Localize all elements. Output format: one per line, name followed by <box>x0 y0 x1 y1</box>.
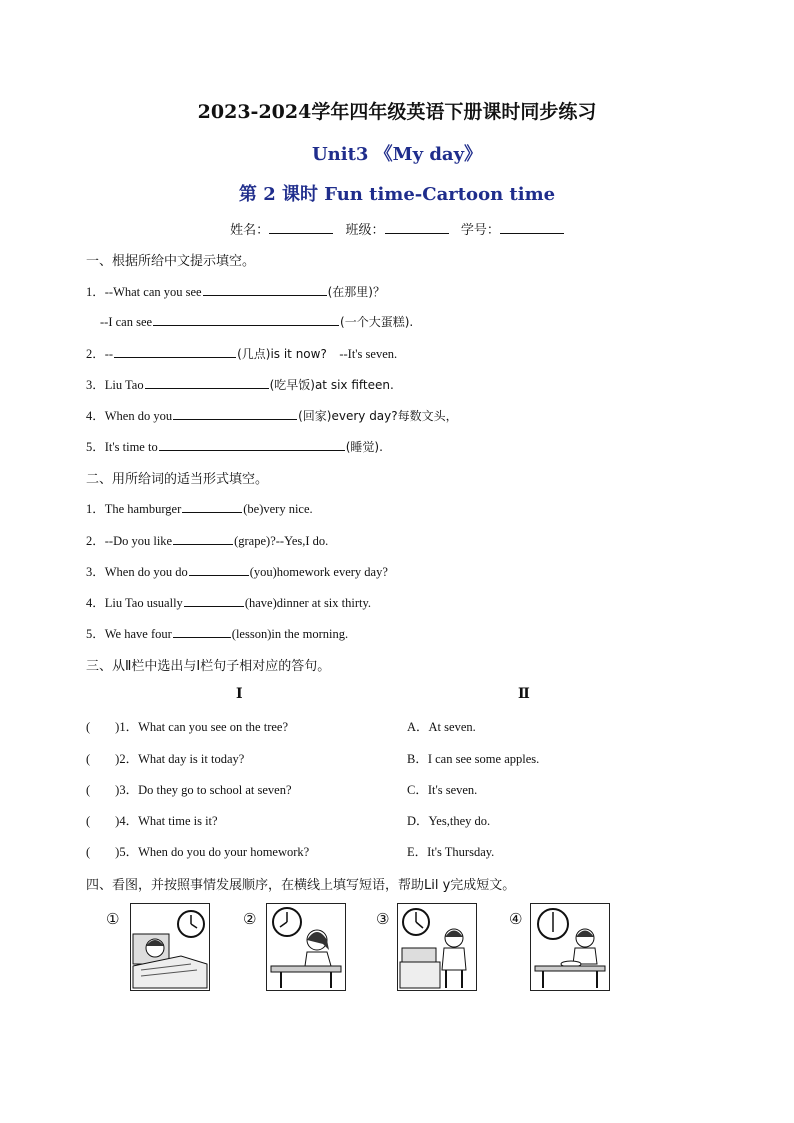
s1-item-4: 4．When do you (回家)every day?每数文头， <box>86 409 458 423</box>
answer-blank[interactable] <box>173 532 233 545</box>
answer-blank[interactable] <box>145 376 269 389</box>
answer-paren[interactable]: ( ) <box>86 783 120 797</box>
answer-paren[interactable]: ( ) <box>86 720 120 734</box>
picture-number: ③ <box>376 910 390 928</box>
s1-item-2: 2．-- (几点)is it now? --It's seven. <box>86 347 398 361</box>
page-title: 2023-2024学年四年级英语下册课时同步练习 <box>197 101 597 123</box>
match-row: ( )4．What time is it? <box>86 814 218 828</box>
answer-option: C．It's seven. <box>407 783 478 797</box>
student-id-field[interactable] <box>500 221 564 234</box>
match-row: ( )5．When do you do your homework? <box>86 845 310 859</box>
answer-blank[interactable] <box>203 283 327 296</box>
class-label: 班级： <box>345 223 385 238</box>
unit-title: Unit3 《My day》 <box>311 144 483 165</box>
s2-item-1: 1．The hamburger (be)very nice. <box>86 502 313 516</box>
answer-blank[interactable] <box>114 345 236 358</box>
s1-item-1-reply: --I can see (一个大蛋糕). <box>100 315 414 329</box>
scene-illustration <box>267 904 345 990</box>
picture-number: ② <box>243 910 257 928</box>
section4-heading: 四、看图，并按照事情发展顺序，在横线上填写短语，帮助Lil y完成短文。 <box>86 878 516 893</box>
answer-blank[interactable] <box>153 313 339 326</box>
name-label: 姓名： <box>230 223 270 238</box>
s2-item-4: 4．Liu Tao usually (have)dinner at six thirty. <box>86 596 372 610</box>
answer-blank[interactable] <box>173 407 297 420</box>
picture-girl-at-table <box>397 903 477 991</box>
answer-option: A．At seven. <box>407 720 476 734</box>
section1-heading: 一、根据所给中文提示填空。 <box>86 254 256 269</box>
name-field[interactable] <box>269 221 333 234</box>
answer-blank[interactable] <box>189 563 249 576</box>
s1-item-5: 5．It's time to (睡觉). <box>86 440 383 454</box>
picture-girl-waking-up <box>130 903 210 991</box>
scene-illustration <box>531 904 609 990</box>
section3-heading: 三、从Ⅱ栏中选出与Ⅰ栏句子相对应的答句。 <box>86 659 331 674</box>
answer-blank[interactable] <box>159 438 345 451</box>
answer-paren[interactable]: ( ) <box>86 752 120 766</box>
answer-option: D．Yes,they do. <box>407 814 491 828</box>
match-row: ( )3．Do they go to school at seven? <box>86 783 292 797</box>
column-2-header: Ⅱ <box>518 686 530 702</box>
column-1-header: I <box>236 686 243 702</box>
lesson-title: 第 2 课时 Fun time-Cartoon time <box>238 184 556 205</box>
student-info-row <box>0 219 794 238</box>
answer-paren[interactable]: ( ) <box>86 845 120 859</box>
picture-number: ① <box>106 910 120 928</box>
id-label: 学号： <box>460 223 500 238</box>
picture-girl-doing-homework <box>266 903 346 991</box>
match-row: ( )1．What can you see on the tree? <box>86 720 289 734</box>
s2-item-2: 2．--Do you like (grape)?--Yes,I do. <box>86 534 329 548</box>
s2-item-3: 3．When do you do (you)homework every day? <box>86 565 388 579</box>
picture-number: ④ <box>509 910 523 928</box>
match-row: ( )2．What day is it today? <box>86 752 245 766</box>
answer-blank[interactable] <box>184 594 244 607</box>
answer-paren[interactable]: ( ) <box>86 814 120 828</box>
section2-heading: 二、用所给词的适当形式填空。 <box>86 472 269 487</box>
answer-option: B．I can see some apples. <box>407 752 540 766</box>
answer-option: E．It's Thursday. <box>407 845 495 859</box>
s1-item-3: 3．Liu Tao (吃早饭)at six fifteen. <box>86 378 394 392</box>
picture-girl-eating <box>530 903 610 991</box>
scene-illustration <box>398 904 476 990</box>
s1-item-1: 1．--What can you see (在那里)？ <box>86 285 385 299</box>
answer-blank[interactable] <box>182 500 242 513</box>
s2-item-5: 5．We have four (lesson)in the morning. <box>86 627 349 641</box>
answer-blank[interactable] <box>173 625 231 638</box>
class-field[interactable] <box>385 221 449 234</box>
scene-illustration <box>131 904 209 990</box>
